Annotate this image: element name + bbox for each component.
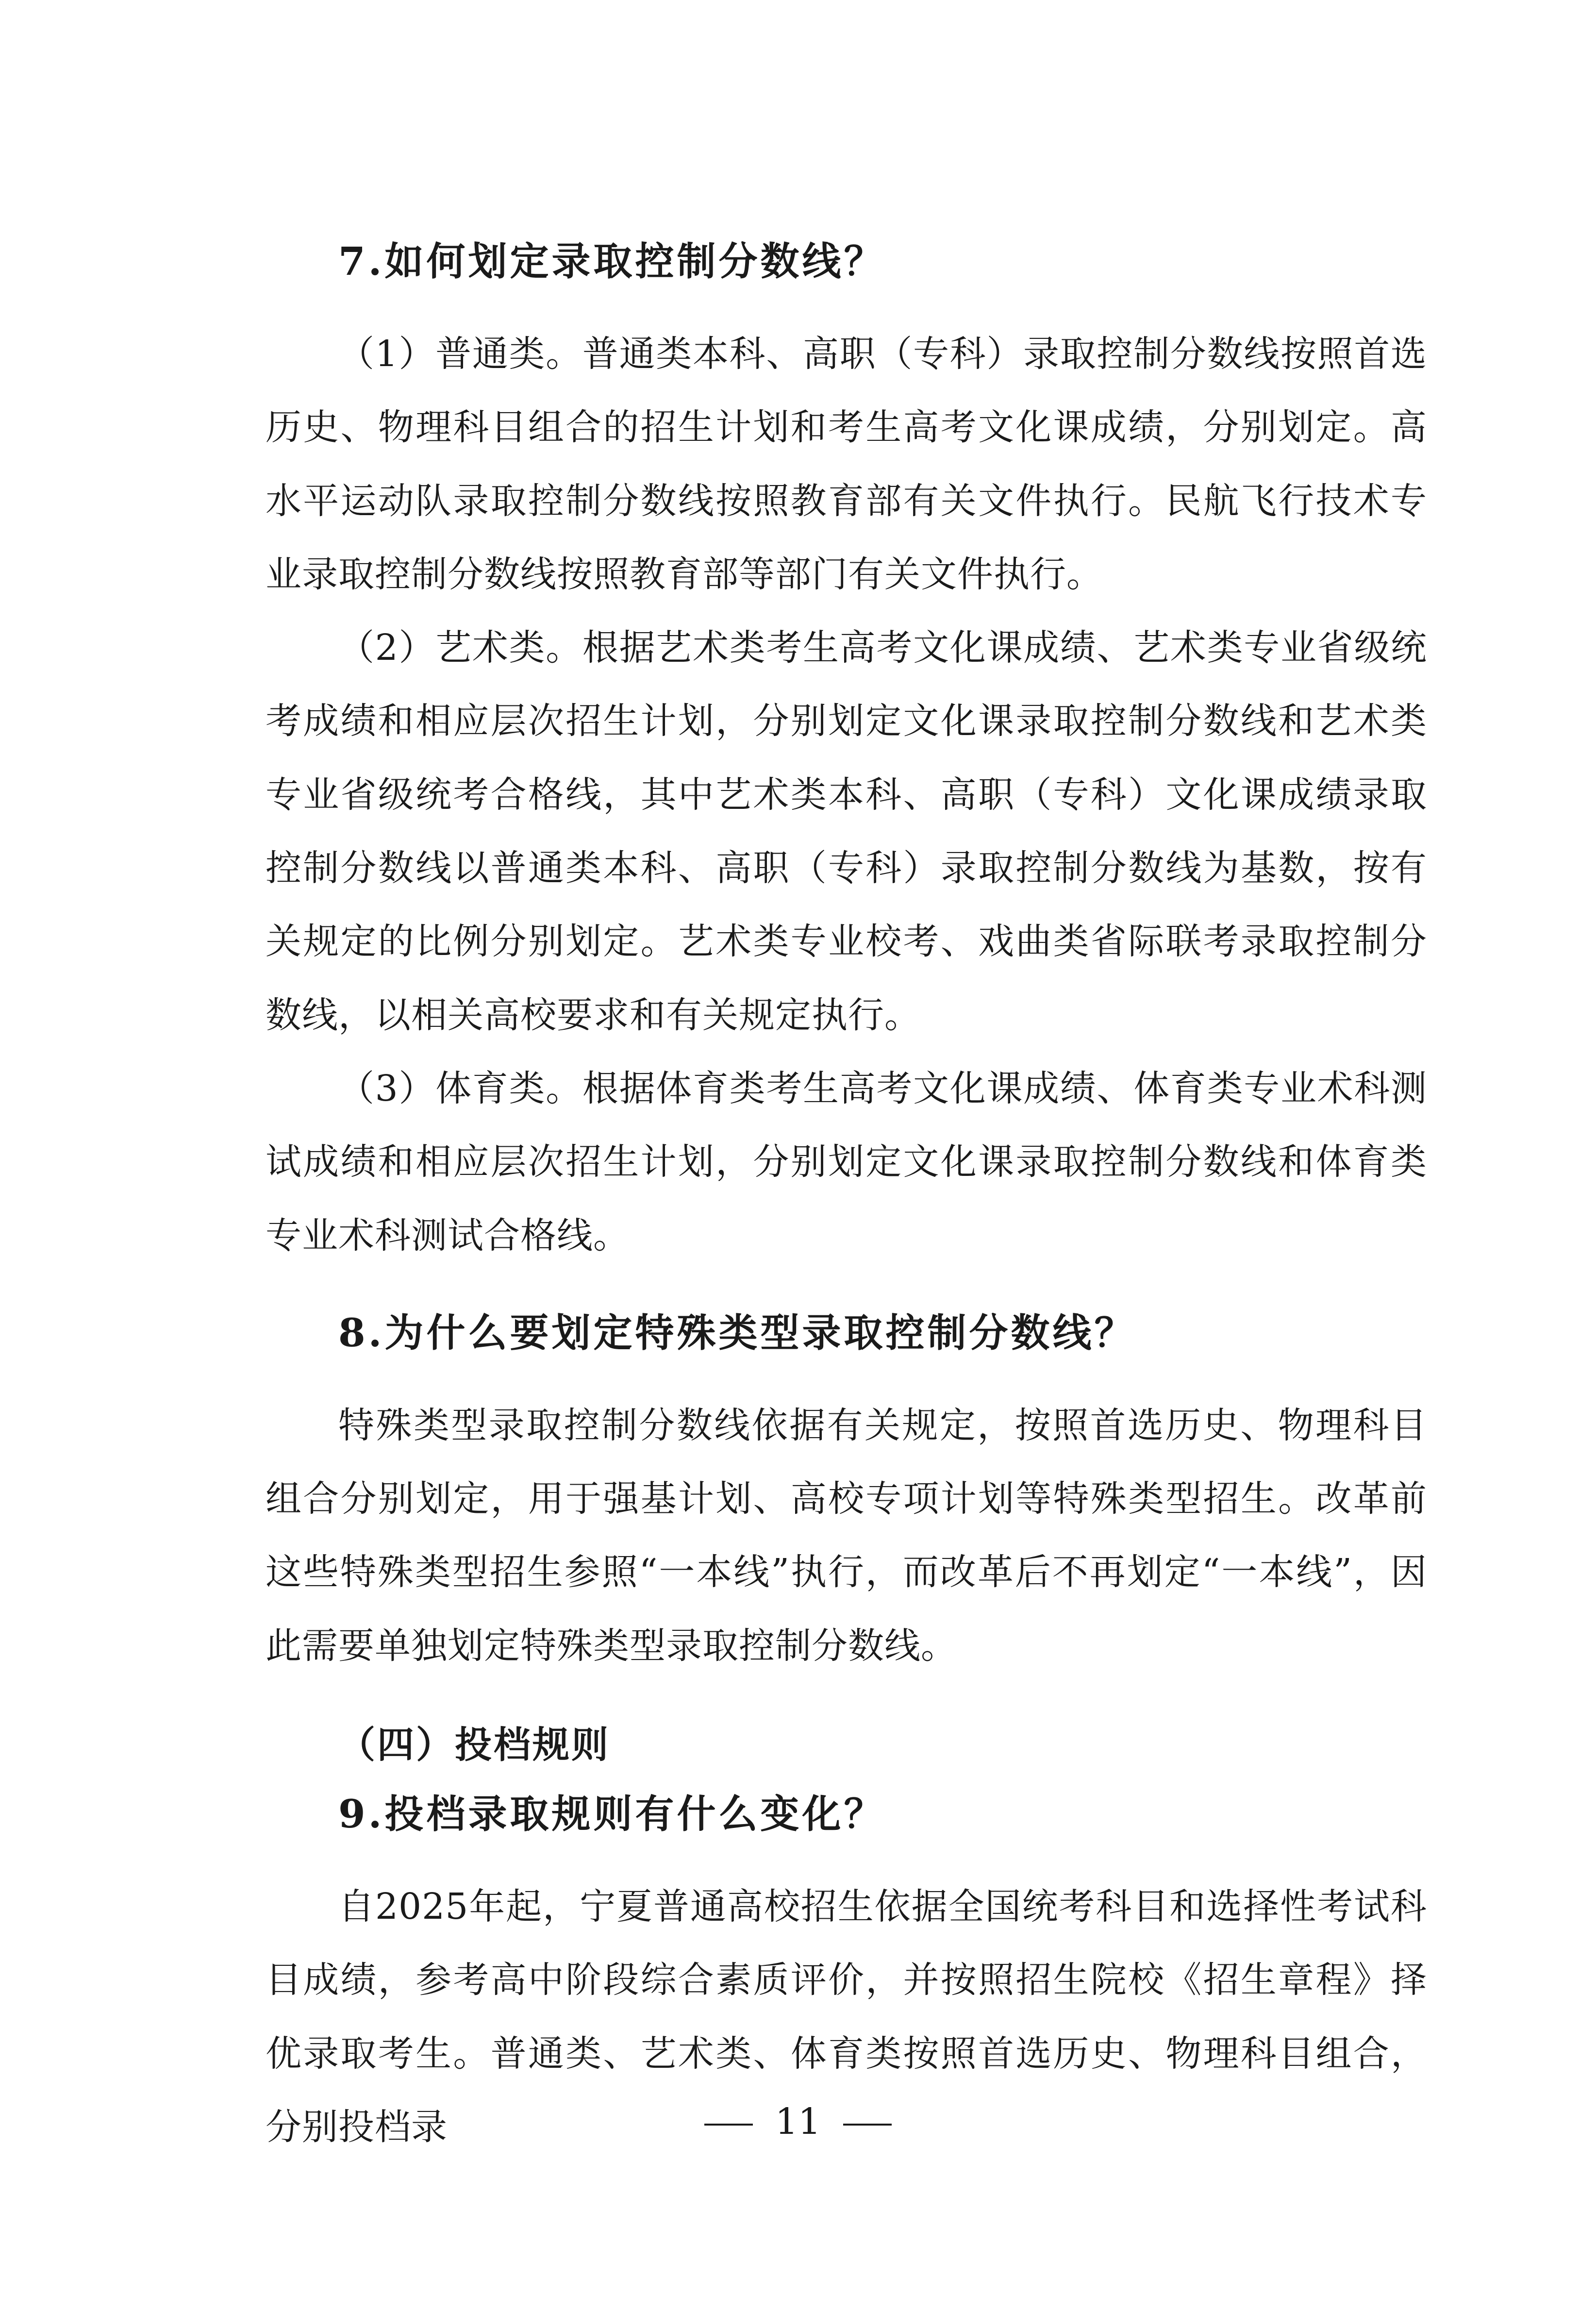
question-9-title: 9.投档录取规则有什么变化？ [338, 1791, 886, 1837]
page-number-footer [0, 2097, 1596, 2146]
question-8-title: 8.为什么要划定特殊类型录取控制分数线？ [338, 1309, 1136, 1356]
page-content [266, 228, 1427, 2164]
q9-paragraph: 自2025年起，宁夏普通高校招生依据全国统考科目和选择性考试科目成绩，参考高中阶段综合素质评价，并按照招生院校《招生章程》择优录取考生。普通类、艺术类、体育类按照首选历史、物理科目组合，分别投档录 [266, 1886, 1427, 2148]
q7-paragraph-sports: （3）体育类。根据体育类考生高考文化课成绩、体育类专业术科测试成绩和相应层次招生计划，分别划定文化课录取控制分数线和体育类专业术科测试合格线。 [266, 1067, 1427, 1257]
q7-paragraph-art: （2）艺术类。根据艺术类考生高考文化课成绩、艺术类专业省级统考成绩和相应层次招生计划，分别划定文化课录取控制分数线和艺术类专业省级统考合格线，其中艺术类本科、高职（专科）文化课成绩录取控制分数线以普通类本科、高职（专科）录取控制分数线为基数，按有关规定的比例分别划定。艺术类专业校考、戏曲类省际联考录取控制分数线，以相关高校要求和有关规定执行。 [266, 627, 1427, 1036]
q7-paragraph-general: （1）普通类。普通类本科、高职（专科）录取控制分数线按照首选历史、物理科目组合的招生计划和考生高考文化课成绩，分别划定。高水平运动队录取控制分数线按照教育部有关文件执行。民航飞行技术专业录取控制分数线按照教育部等部门有关文件执行。 [266, 333, 1427, 595]
right-dash [843, 2124, 892, 2126]
left-dash [704, 2124, 753, 2126]
question-7-title: 7.如何划定录取控制分数线？ [338, 238, 886, 284]
q8-paragraph: 特殊类型录取控制分数线依据有关规定，按照首选历史、物理科目组合分别划定，用于强基计划、高校专项计划等特殊类型招生。改革前这些特殊类型招生参照“一本线”执行，而改革后不再划定“一本线”，因此需要单独划定特殊类型录取控制分数线。 [266, 1404, 1427, 1667]
page-number: 11 [775, 2101, 821, 2143]
section-heading-admission-rules: （四）投档规则 [338, 1723, 610, 1767]
